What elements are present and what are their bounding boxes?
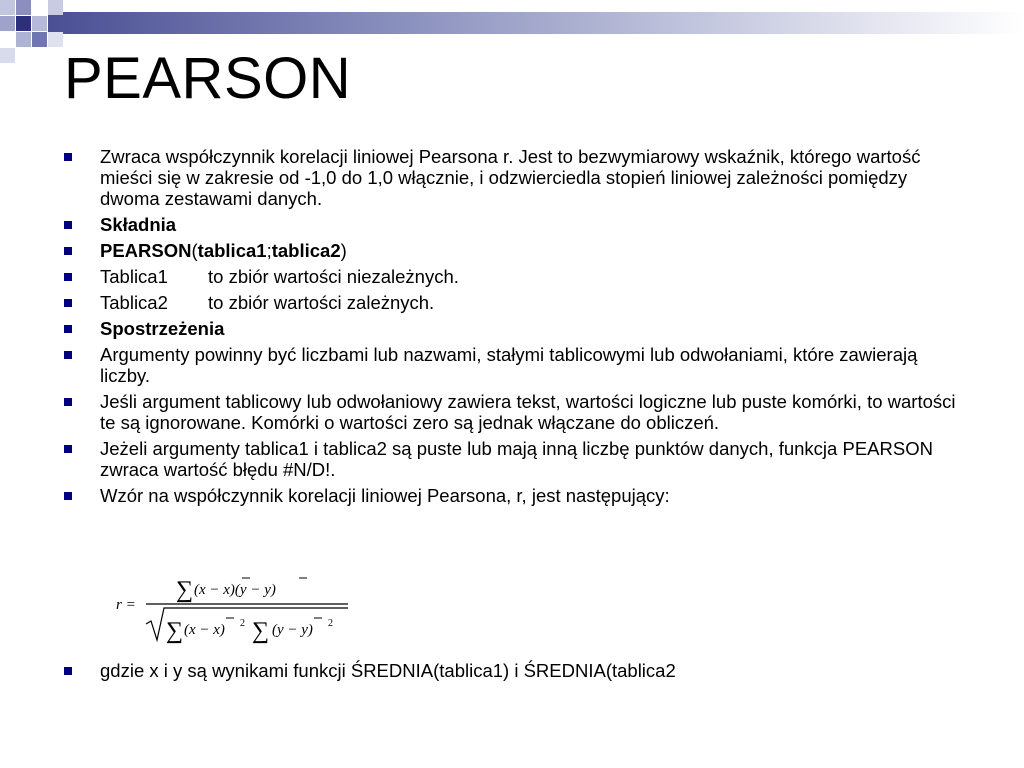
bullet-text: Zwraca współczynnik korelacji liniowej Pearsona r. Jest to bezwymiarowy wskaźnik, którego wartość mieści się w zakresie od -1,0 do 1,0 włącznie, i odzwierciedla stopień liniowej zależności pomiędzy dwoma zestawami danych. [100,146,921,209]
bullet-text: Wzór na współczynnik korelacji liniowej Pearsona, r, jest następujący: [100,485,670,506]
param-term: Tablica2 [100,292,168,313]
paren-open: ( [191,240,198,261]
section-heading-remarks: Spostrzeżenia [100,318,225,339]
list-item [64,344,964,386]
bullet-list-after-formula [64,660,964,686]
list-item [64,214,964,235]
formula-lhs: r = [116,597,136,613]
argument-2: tablica2 [271,240,341,261]
section-heading-syntax: Składnia [100,214,177,235]
bullet-text: Argumenty powinny być liczbami lub nazwami, stałymi tablicowymi lub odwołaniami, które zawierają liczby. [100,344,918,386]
square-bullet-icon [64,299,72,307]
param-term: Tablica1 [100,266,168,287]
function-name: PEARSON [100,240,192,261]
list-item [64,318,964,339]
sum-symbol: ∑ [166,618,184,644]
list-item [64,485,964,506]
sum-symbol: ∑ [252,618,270,644]
bullet-text: Jeżeli argumenty tablica1 i tablica2 są puste lub mają inną liczbę punktów danych, funkcja PEARSON zwraca wartość błędu #N/D!. [100,438,933,480]
square-bullet-icon [64,492,72,500]
slide-title: PEARSON [64,46,352,111]
list-item [64,146,964,209]
square-bullet-icon [64,398,72,406]
square-bullet-icon [64,351,72,359]
square-bullet-icon [64,445,72,453]
square-bullet-icon [64,325,72,333]
exponent: 2 [240,618,245,629]
list-item [64,292,964,313]
square-bullet-icon [64,221,72,229]
list-item [64,240,964,261]
denominator-expression-x: (x − x) [184,622,225,638]
bullet-list [64,146,964,511]
sum-symbol: ∑ [176,577,194,603]
square-bullet-icon [64,247,72,255]
square-bullet-icon [64,273,72,281]
argument-1: tablica1 [197,240,267,261]
list-item [64,438,964,480]
separator: ; [266,240,272,261]
numerator-expression: (x − x)(y − y) [194,582,276,598]
pearson-formula [114,568,354,648]
list-item [64,266,964,287]
denominator-expression-y: (y − y) [272,622,313,638]
square-bullet-icon [64,153,72,161]
param-desc: to zbiór wartości zależnych. [208,292,435,313]
exponent: 2 [328,618,333,629]
list-item [64,391,964,433]
bullet-text: Jeśli argument tablicowy lub odwołaniowy zawiera tekst, wartości logiczne lub puste komórki, to wartości te są ignorowane. Komórki o wartości zero są jednak włączane do obliczeń. [100,391,956,433]
param-desc: to zbiór wartości niezależnych. [208,266,459,287]
bullet-text: gdzie x i y są wynikami funkcji ŚREDNIA(tablica1) i ŚREDNIA(tablica2 [100,660,676,681]
square-bullet-icon [64,667,72,675]
list-item [64,660,964,681]
paren-close: ) [340,240,347,261]
